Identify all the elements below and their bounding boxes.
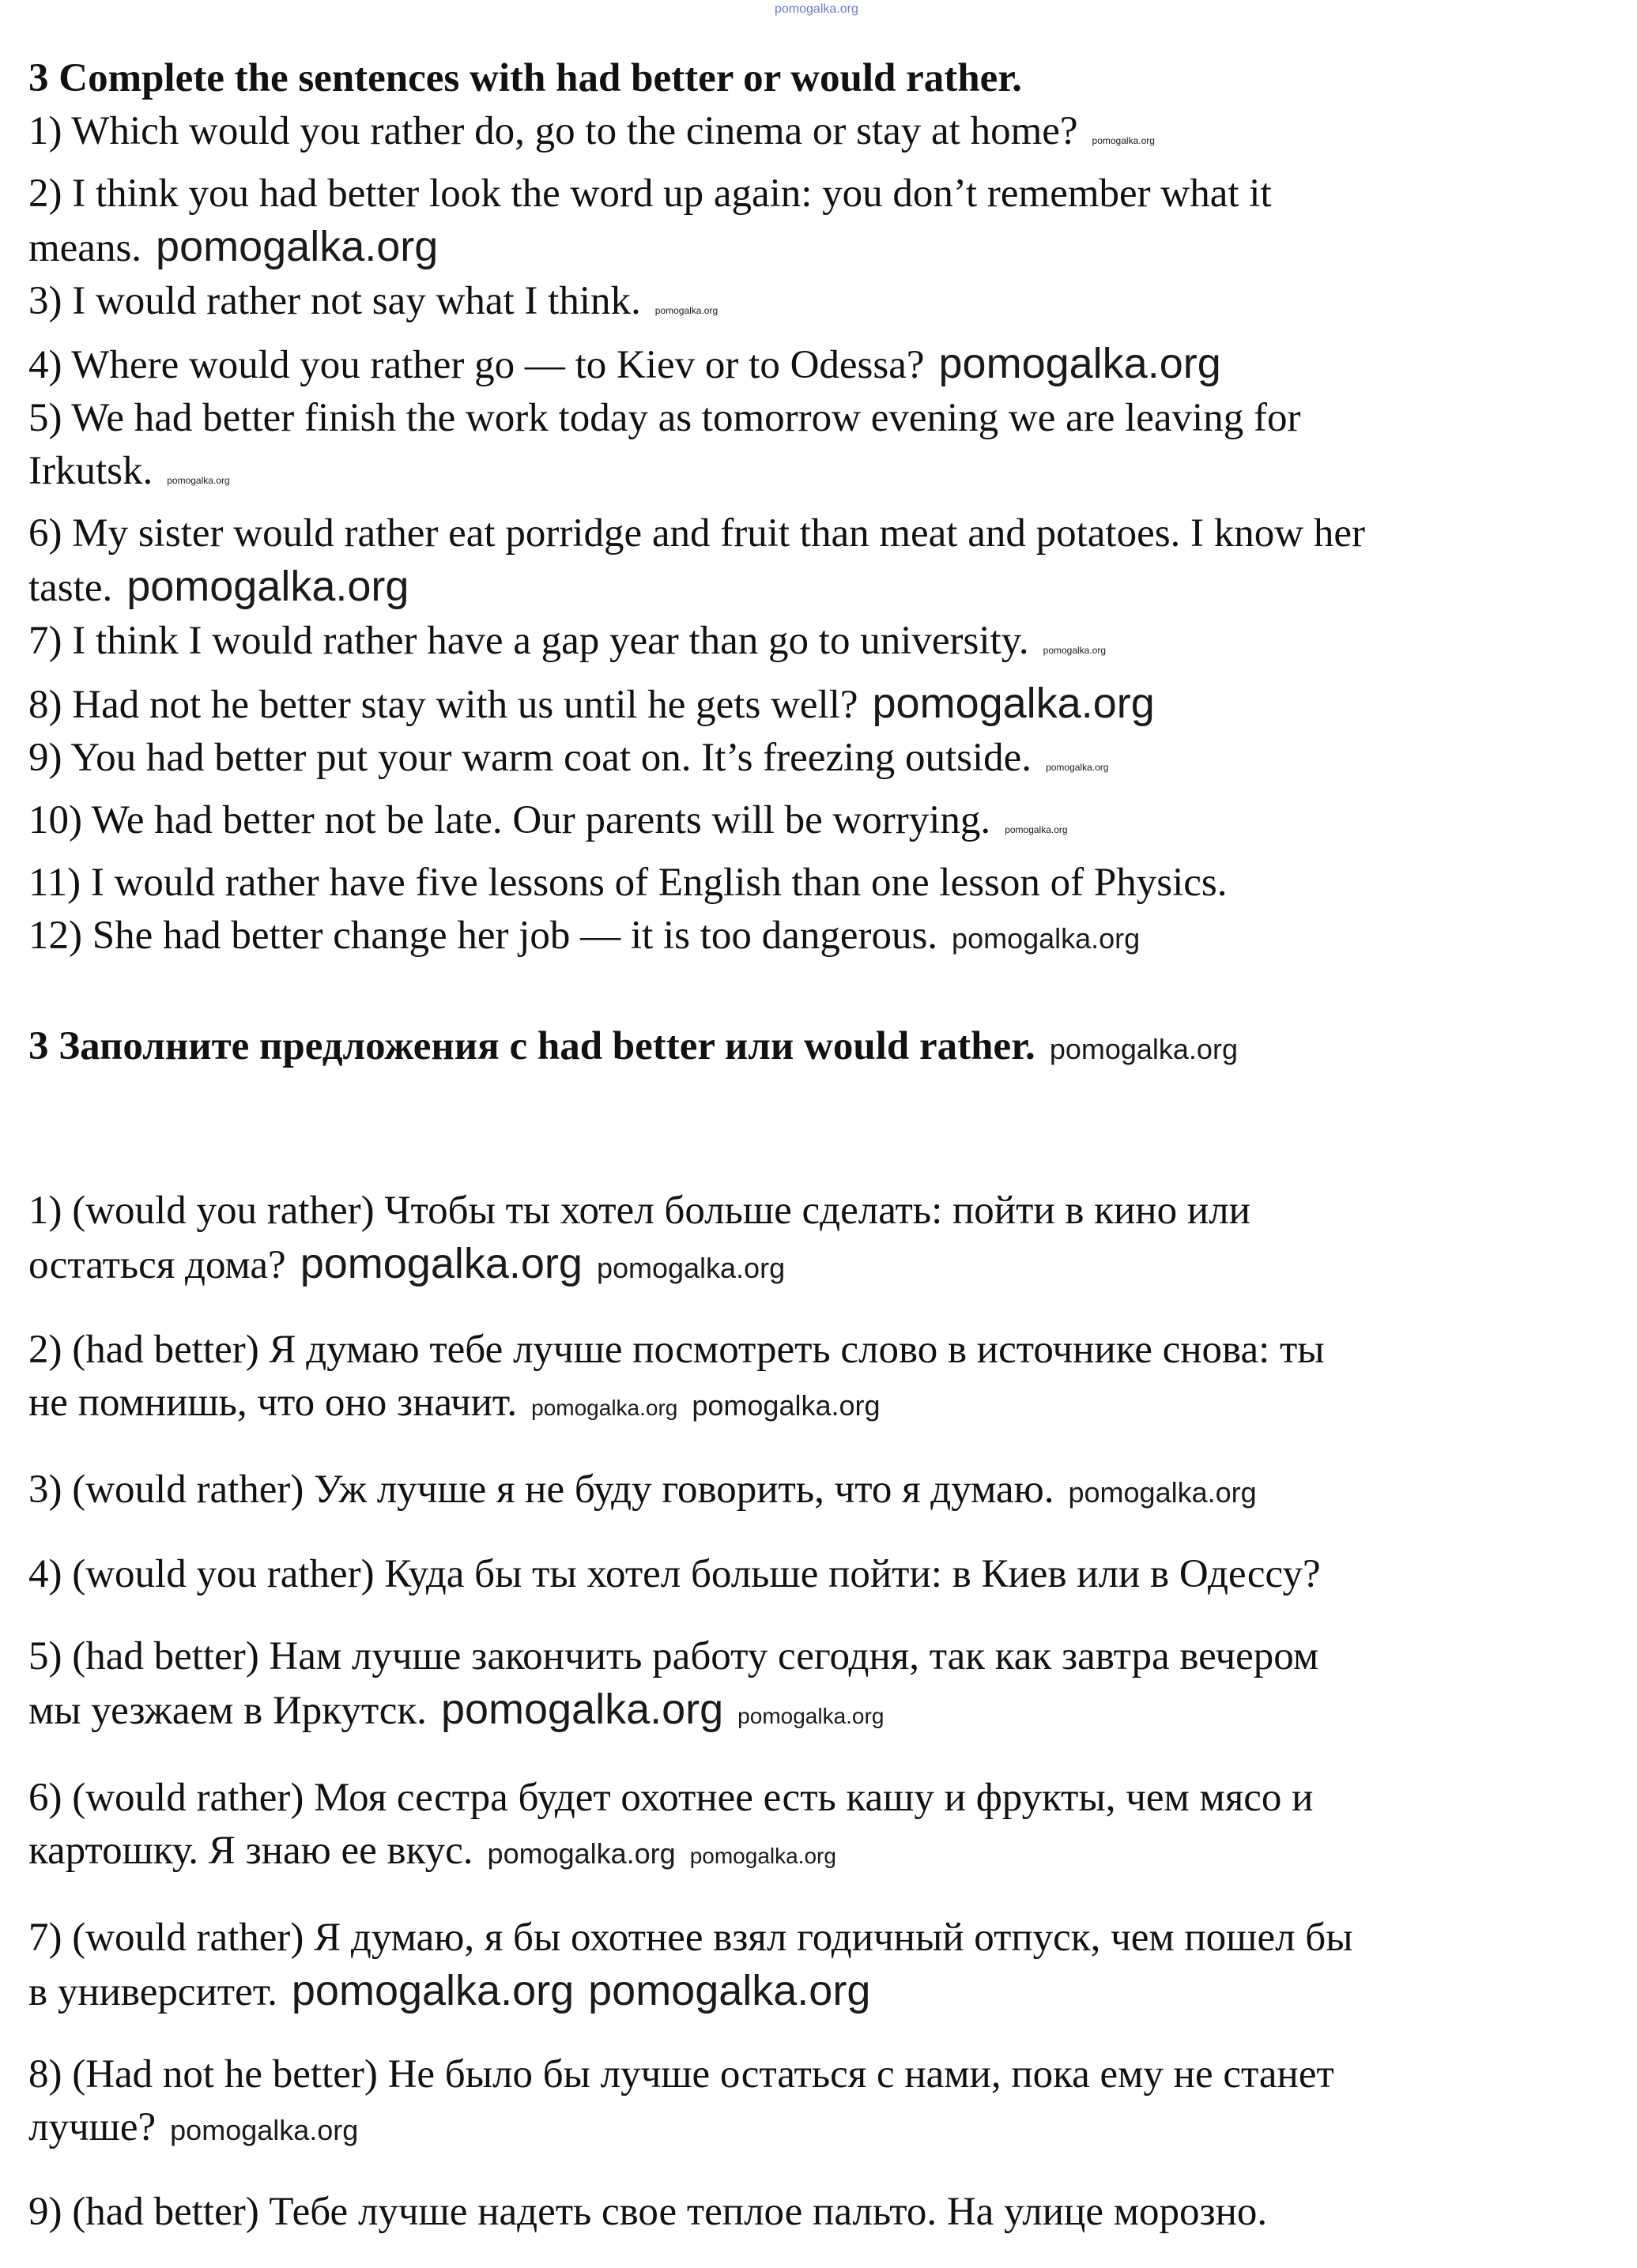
sentence: [28, 168, 1617, 275]
translation: [28, 1324, 1617, 1434]
translation-text: 7) (would rather) Я думаю, я бы охотнее взял годичный отпуск, чем пошел бы в университет.: [28, 1916, 1353, 2014]
translation-text: 9) (had better) Тебе лучше надеть свое теплое пальто. На улице морозно.: [28, 2190, 1268, 2234]
sentence-text: 7) I think I would rather have a gap year than go to university.: [28, 619, 1029, 663]
sentence-text: 1) Which would you rather do, go to the cinema or stay at home?: [28, 109, 1078, 153]
sentence-text: 10) We had better not be late. Our parents will be worrying.: [28, 798, 991, 842]
sentence: [28, 275, 1617, 337]
translation-text: 5) (had better) Нам лучше закончить работу сегодня, так как завтра вечером мы уезжаем в Иркутск.: [28, 1634, 1319, 1733]
translation: [28, 2186, 1617, 2239]
watermark: pomogalka.org: [487, 1837, 676, 1870]
translation: [28, 2048, 1617, 2157]
english-section: [28, 52, 1617, 965]
watermark: pomogalka.org: [654, 305, 719, 316]
english-title-text: 3 Complete the sentences with had better or would rather.: [28, 56, 1022, 100]
translation: [28, 1464, 1617, 1519]
watermark: pomogalka.org: [1068, 1476, 1257, 1509]
sentence-text: 6) My sister would rather eat porridge and fruit than meat and potatoes. I know her taste.: [28, 511, 1365, 610]
translation: [28, 1630, 1617, 1742]
sentence: [28, 615, 1617, 677]
watermark: pomogalka.org: [938, 340, 1221, 387]
watermark: pomogalka.org: [126, 563, 409, 610]
sentence-text: 5) We had better finish the work today as tomorrow evening we are leaving for Irkutsk.: [28, 396, 1301, 493]
translation-text: 3) (would rather) Уж лучше я не буду говорить, что я думаю.: [28, 1467, 1054, 1512]
sentence: [28, 910, 1617, 965]
sentence-text: 2) I think you had better look the word up again: you don’t remember what it means.: [28, 171, 1272, 270]
watermark: pomogalka.org: [440, 1686, 724, 1733]
translation-text: 2) (had better) Я думаю тебе лучше посмотреть слово в источнике снова: ты не помнишь, что оно значит.: [28, 1328, 1325, 1425]
watermark: pomogalka.org: [1049, 1033, 1238, 1065]
sentence: [28, 392, 1617, 507]
sentence-text: 3) I would rather not say what I think.: [28, 279, 641, 323]
russian-title: [28, 1020, 1617, 1076]
watermark: pomogalka.org: [156, 223, 439, 270]
watermark: pomogalka.org: [692, 1389, 881, 1422]
watermark: pomogalka.org: [167, 475, 230, 486]
watermark: pomogalka.org: [531, 1396, 678, 1420]
watermark: pomogalka.org: [737, 1704, 885, 1728]
sentence-text: 9) You had better put your warm coat on. It’s freezing outside.: [28, 736, 1032, 780]
russian-title-text: 3 Заполните предложения с had better или would rather.: [28, 1024, 1035, 1068]
russian-section: [28, 1185, 1617, 2239]
watermark: pomogalka.org: [1092, 135, 1155, 146]
translation-text: 4) (would you rather) Куда бы ты хотел больше пойти: в Киев или в Одессу?: [28, 1552, 1321, 1596]
watermark: pomogalka.org: [952, 922, 1141, 955]
sentence: [28, 507, 1617, 615]
translation: [28, 1912, 1617, 2019]
translation-text: 6) (would rather) Моя сестра будет охотнее есть кашу и фрукты, чем мясо и картошку. Я знаю ее вкус.: [28, 1776, 1314, 1873]
watermark: pomogalka.org: [1046, 762, 1109, 773]
watermark: pomogalka.org: [596, 1252, 786, 1284]
sentence-text: 11) I would rather have five lessons of English than one lesson of Physics.: [28, 861, 1228, 905]
watermark: pomogalka.org: [689, 1844, 836, 1868]
sentence: [28, 794, 1617, 857]
sentence-text: 4) Where would you rather go — to Kiev or to Odessa?: [28, 343, 925, 387]
watermark: pomogalka.org: [588, 1967, 871, 2014]
watermark: pomogalka.org: [872, 680, 1155, 727]
document-page: [28, 52, 1617, 2268]
sentence-text: 12) She had better change her job — it is too dangerous.: [28, 914, 938, 958]
english-title: [28, 52, 1617, 105]
translation: [28, 1185, 1617, 1294]
sentence: [28, 337, 1617, 392]
translation-text: 8) (Had not he better) Не было бы лучше остаться с нами, пока ему не станет лучше?: [28, 2052, 1334, 2149]
watermark: pomogalka.org: [1043, 645, 1107, 656]
sentence: [28, 677, 1617, 732]
translation: [28, 1548, 1617, 1601]
sentence-text: 8) Had not he better stay with us until he gets well?: [28, 683, 858, 727]
watermark: pomogalka.org: [170, 2114, 359, 2146]
sentence: [28, 857, 1617, 910]
watermark: pomogalka.org: [775, 2, 858, 16]
sentence: [28, 732, 1617, 794]
translation: [28, 1772, 1617, 1882]
watermark: pomogalka.org: [1005, 824, 1068, 835]
translation-text: 1) (would you rather) Чтобы ты хотел больше сделать: пойти в кино или остаться дома?: [28, 1189, 1250, 1287]
sentence: [28, 105, 1617, 168]
watermark: pomogalka.org: [300, 1240, 583, 1287]
watermark: pomogalka.org: [291, 1967, 575, 2014]
